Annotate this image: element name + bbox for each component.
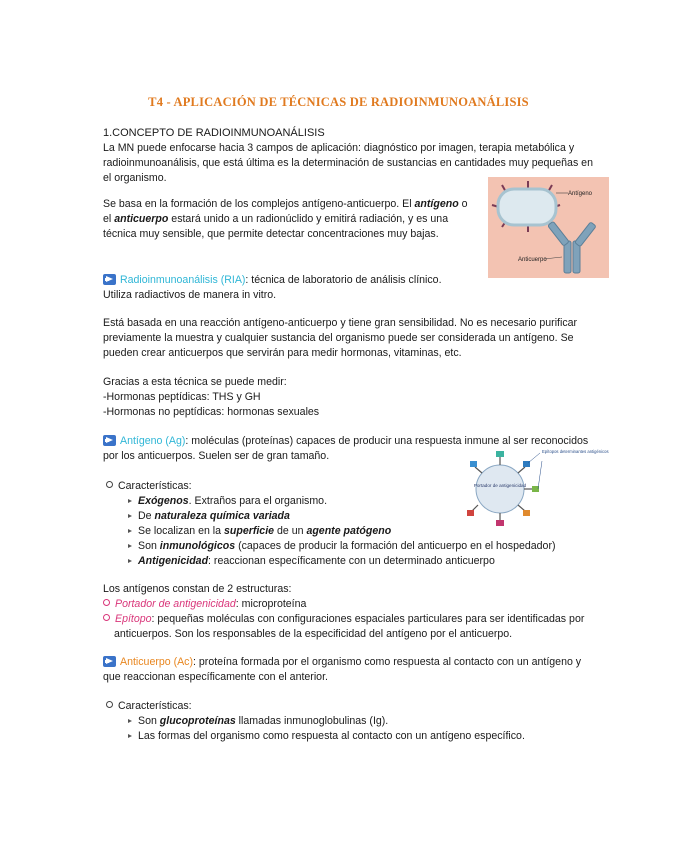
label-antibody: Anticuerpo <box>518 257 547 263</box>
text: : pequeñas moléculas con configuraciones espaciales particulares para ser identificadas por <box>151 613 585 625</box>
antigen-antibody-figure <box>488 177 609 278</box>
term-antibody: Anticuerpo (Ac) <box>120 656 194 668</box>
text: Las formas del organismo como respuesta al contacto con un antígeno específico. <box>138 730 525 742</box>
antigen-structures <box>103 582 603 642</box>
antibody-definition <box>103 655 603 685</box>
label-carrier: Portador de antigenicidad <box>473 483 527 488</box>
term: naturaleza química variada <box>154 510 290 522</box>
text-line: anticuerpos. Son los responsables de la especificidad del antígeno por el anticuerpo. <box>114 628 513 640</box>
bullet-triangle-icon <box>128 499 132 503</box>
text: . Extraños para el organismo. <box>188 495 328 507</box>
term-antigen: Antígeno (Ag) <box>120 435 186 447</box>
text: : técnica de laboratorio de análisis clínico. <box>245 274 442 286</box>
text: estará unido a un radionúclido y emitirá radiación, y es una <box>168 213 449 225</box>
text-line: por los anticuerpos. Suelen ser de gran tamaño. <box>103 450 330 462</box>
bullet-triangle-icon <box>128 559 132 563</box>
term-ria: Radioinmunoanálisis (RIA) <box>120 274 246 286</box>
term-carrier: Portador de antigenicidad <box>115 598 236 610</box>
text: De <box>138 510 155 522</box>
arrow-right-icon <box>103 274 116 285</box>
list-item <box>106 494 606 509</box>
text-line: Gracias a esta técnica se puede medir: <box>103 376 287 388</box>
text: Son <box>138 715 160 727</box>
text: : microproteína <box>235 598 307 610</box>
text-line: -Hormonas no peptídicas: hormonas sexuales <box>103 406 320 418</box>
text: : reaccionan específicamente con un determinado anticuerpo <box>208 555 495 567</box>
page-title: T4 - APLICACIÓN DE TÉCNICAS DE RADIOINMUNOANÁLISIS <box>148 95 529 109</box>
label-antigen: Antígeno <box>568 191 593 197</box>
term: glucoproteínas <box>159 715 236 727</box>
text: llamadas inmunoglobulinas (Ig). <box>235 715 389 727</box>
text-line: radioinmunoanálisis, que está última es la determinación de sustancias en cantidades muy pequeñas en <box>103 157 593 169</box>
bullet-circle-icon <box>106 701 113 708</box>
section-heading: 1.CONCEPTO DE RADIOINMUNOANÁLISIS <box>103 127 325 139</box>
text-line: Utiliza radiactivos de manera in vitro. <box>103 289 277 301</box>
text-line: La MN puede enfocarse hacia 3 campos de aplicación: diagnóstico por imagen, terapia metabólica y <box>103 142 575 154</box>
bullet-circle-icon <box>103 599 110 606</box>
list-item <box>106 509 606 524</box>
text-line: el organismo. <box>103 172 167 184</box>
paragraph-measure <box>103 375 603 420</box>
list-item <box>106 539 606 554</box>
text-line: previamente la muestra y cualquier sustancia del organismo puede ser considerada un antígeno. Se <box>103 332 574 344</box>
bullet-circle-icon <box>103 614 110 621</box>
bullet-circle-icon <box>106 481 113 488</box>
list-heading: Características: <box>118 480 192 492</box>
label-epitopes: Epítopos determinantes antigénicos <box>542 449 609 454</box>
text-line: Está basada en una reacción antígeno-anticuerpo y tiene gran sensibilidad. No es necesario purificar <box>103 317 578 329</box>
paragraph-basis <box>103 197 483 242</box>
term: agente patógeno <box>306 525 392 537</box>
term: inmunológicos <box>159 540 236 552</box>
text-line: que reaccionan específicamente con el anterior. <box>103 671 328 683</box>
text: el <box>103 213 115 225</box>
arrow-right-icon <box>103 435 116 446</box>
antibody-characteristics <box>106 699 606 744</box>
text: de un <box>274 525 307 537</box>
term: Antigenicidad <box>138 555 209 567</box>
bullet-triangle-icon <box>128 544 132 548</box>
list-item <box>106 729 606 744</box>
text-line: Los antígenos constan de 2 estructuras: <box>103 583 292 595</box>
list-heading: Características: <box>118 700 192 712</box>
term-epitope: Epítopo <box>115 613 152 625</box>
text: : proteína formada por el organismo como respuesta al contacto con un antígeno y <box>193 656 582 668</box>
antigen-characteristics <box>106 479 606 569</box>
text: : moléculas (proteínas) capaces de producir una respuesta inmune al ser reconocidos <box>185 435 589 447</box>
text: Son <box>138 540 160 552</box>
term: Exógenos <box>138 495 189 507</box>
ria-definition <box>103 273 603 303</box>
list-item <box>106 714 606 729</box>
text: Se localizan en la <box>138 525 224 537</box>
bullet-triangle-icon <box>128 719 132 723</box>
text-line: -Hormonas peptídicas: THS y GH <box>103 391 261 403</box>
text: Se basa en la formación de los complejos antígeno-anticuerpo. El <box>103 198 415 210</box>
list-item <box>103 597 603 612</box>
term-antigen: antígeno <box>414 198 459 210</box>
bullet-triangle-icon <box>128 734 132 738</box>
list-item <box>106 554 606 569</box>
text-line: técnica muy sensible, que permite detectar concentraciones muy bajas. <box>103 228 439 240</box>
term-antibody: anticuerpo <box>114 213 169 225</box>
term: superficie <box>223 525 275 537</box>
list-item <box>106 524 606 539</box>
text: (capaces de producir la formación del anticuerpo en el hospedador) <box>235 540 556 552</box>
antigen-antibody-illustration <box>488 177 609 278</box>
arrow-right-icon <box>103 656 116 667</box>
bullet-triangle-icon <box>128 529 132 533</box>
list-item <box>103 612 603 627</box>
paragraph-reaction <box>103 316 603 361</box>
text: o <box>458 198 468 210</box>
text-line: pueden crear anticuerpos que servirán para medir hormonas, vitaminas, etc. <box>103 347 462 359</box>
bullet-triangle-icon <box>128 514 132 518</box>
